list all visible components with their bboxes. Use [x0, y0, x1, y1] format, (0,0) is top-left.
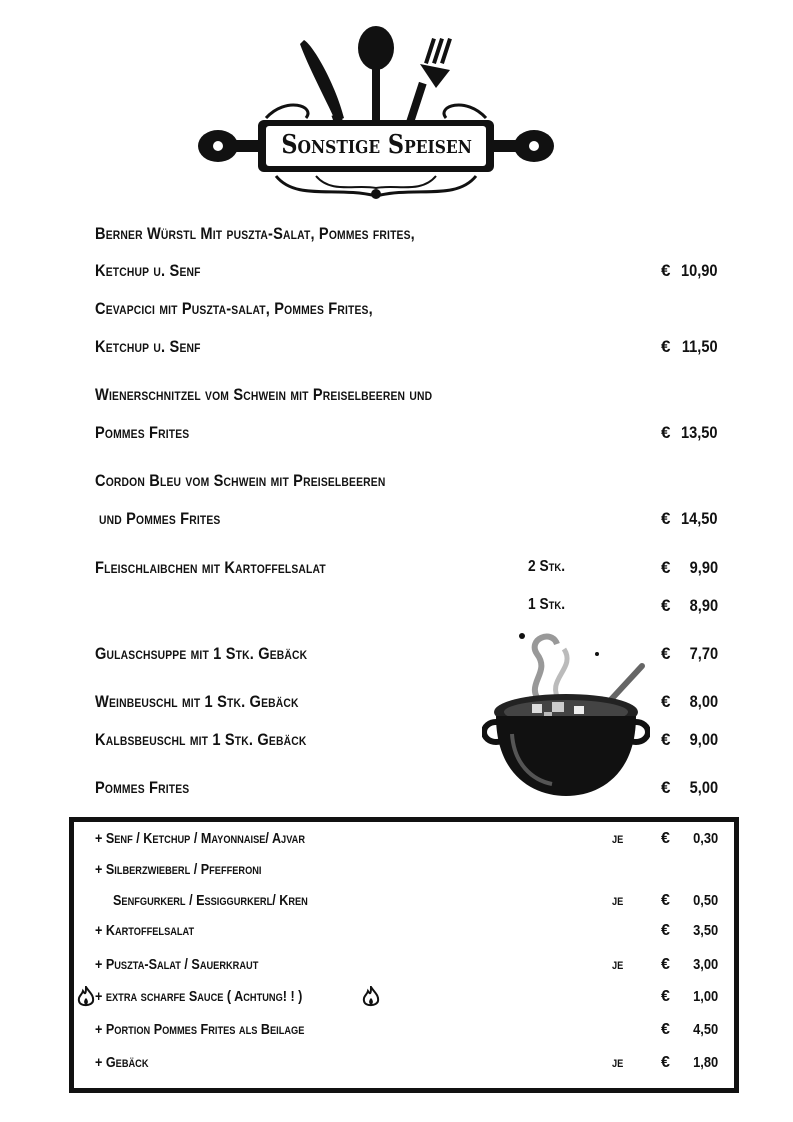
extra-price: 3,50: [692, 922, 718, 939]
currency-symbol: €: [661, 558, 671, 577]
extra-label: + Portion Pommes Frites als Beilage: [95, 1021, 305, 1038]
item-description: und Pommes Frites: [99, 509, 221, 528]
currency-symbol: €: [661, 956, 670, 973]
extra-price: 1,80: [692, 1054, 718, 1071]
item-description: Fleischlaibchen mit Kartoffelsalat: [95, 558, 326, 577]
cutlery-rolling-pin-icon: [196, 26, 556, 206]
item-description: Gulaschsuppe mit 1 Stk. Gebäck: [95, 644, 308, 663]
extra-je: je: [612, 1054, 624, 1071]
extra-label: + extra scharfe Sauce ( Achtung! ! ): [95, 988, 303, 1005]
item-description: Kalbsbeuschl mit 1 Stk. Gebäck: [95, 730, 307, 749]
item-description: Wienerschnitzel vom Schwein mit Preiselbeeren und: [95, 385, 433, 404]
item-description: Berner Würstl Mit puszta-Salat, Pommes frites,: [95, 224, 415, 243]
extra-label: Senfgurkerl / Essiggurkerl/ Kren: [113, 892, 308, 909]
item-price: 11,50: [682, 337, 718, 356]
currency-symbol: €: [661, 892, 670, 909]
item-description: Weinbeuschl mit 1 Stk. Gebäck: [95, 692, 299, 711]
item-description: Cordon Bleu vom Schwein mit Preiselbeeren: [95, 471, 386, 490]
currency-symbol: €: [661, 988, 670, 1005]
extra-price: 1,00: [692, 988, 718, 1005]
soup-pot-illustration: [482, 624, 650, 800]
currency-symbol: €: [661, 1021, 670, 1038]
item-price: 14,50: [681, 509, 718, 528]
extra-label: + Kartoffelsalat: [95, 922, 195, 939]
extra-je: je: [612, 892, 624, 909]
currency-symbol: €: [661, 778, 671, 797]
currency-symbol: €: [661, 830, 670, 847]
item-price: 13,50: [681, 423, 718, 442]
item-price: 9,00: [689, 730, 718, 749]
currency-symbol: €: [661, 692, 671, 711]
portion-qty: 2 Stk.: [528, 558, 566, 575]
currency-symbol: €: [661, 730, 671, 749]
currency-symbol: €: [661, 922, 670, 939]
extras-box: [69, 817, 739, 1093]
flame-icon: [77, 986, 95, 1013]
extra-price: 0,30: [692, 830, 718, 847]
item-description: Ketchup u. Senf: [95, 337, 201, 356]
item-description: Pommes Frites: [95, 423, 190, 442]
header-emblem: [196, 26, 556, 206]
item-price: 8,90: [689, 596, 718, 615]
item-description: Ketchup u. Senf: [95, 261, 201, 280]
flame-icon: [362, 986, 380, 1013]
extra-price: 0,50: [692, 892, 718, 909]
item-price: 9,90: [689, 558, 718, 577]
portion-qty: 1 Stk.: [528, 596, 566, 613]
currency-symbol: €: [661, 423, 671, 442]
extra-je: je: [612, 956, 624, 973]
item-description: Cevapcici mit Puszta-salat, Pommes Frites,: [95, 299, 373, 318]
currency-symbol: €: [661, 1054, 670, 1071]
item-price: 10,90: [681, 261, 718, 280]
extra-price: 4,50: [692, 1021, 718, 1038]
extra-label: + Gebäck: [95, 1054, 149, 1071]
currency-symbol: €: [661, 509, 671, 528]
item-price: 8,00: [689, 692, 718, 711]
item-description: Pommes Frites: [95, 778, 190, 797]
currency-symbol: €: [661, 261, 671, 280]
currency-symbol: €: [661, 596, 671, 615]
extra-label: + Puszta-Salat / Sauerkraut: [95, 956, 259, 973]
item-price: 5,00: [689, 778, 718, 797]
currency-symbol: €: [661, 644, 671, 663]
extra-label: + Silberzwieberl / Pfefferoni: [95, 861, 262, 878]
extra-price: 3,00: [692, 956, 718, 973]
extra-je: je: [612, 830, 624, 847]
extra-label: + Senf / Ketchup / Mayonnaise/ Ajvar: [95, 830, 306, 847]
page-title: Sonstige Speisen: [281, 130, 472, 160]
item-price: 7,70: [689, 644, 718, 663]
soup-pot-icon: [482, 624, 650, 800]
currency-symbol: €: [661, 337, 671, 356]
